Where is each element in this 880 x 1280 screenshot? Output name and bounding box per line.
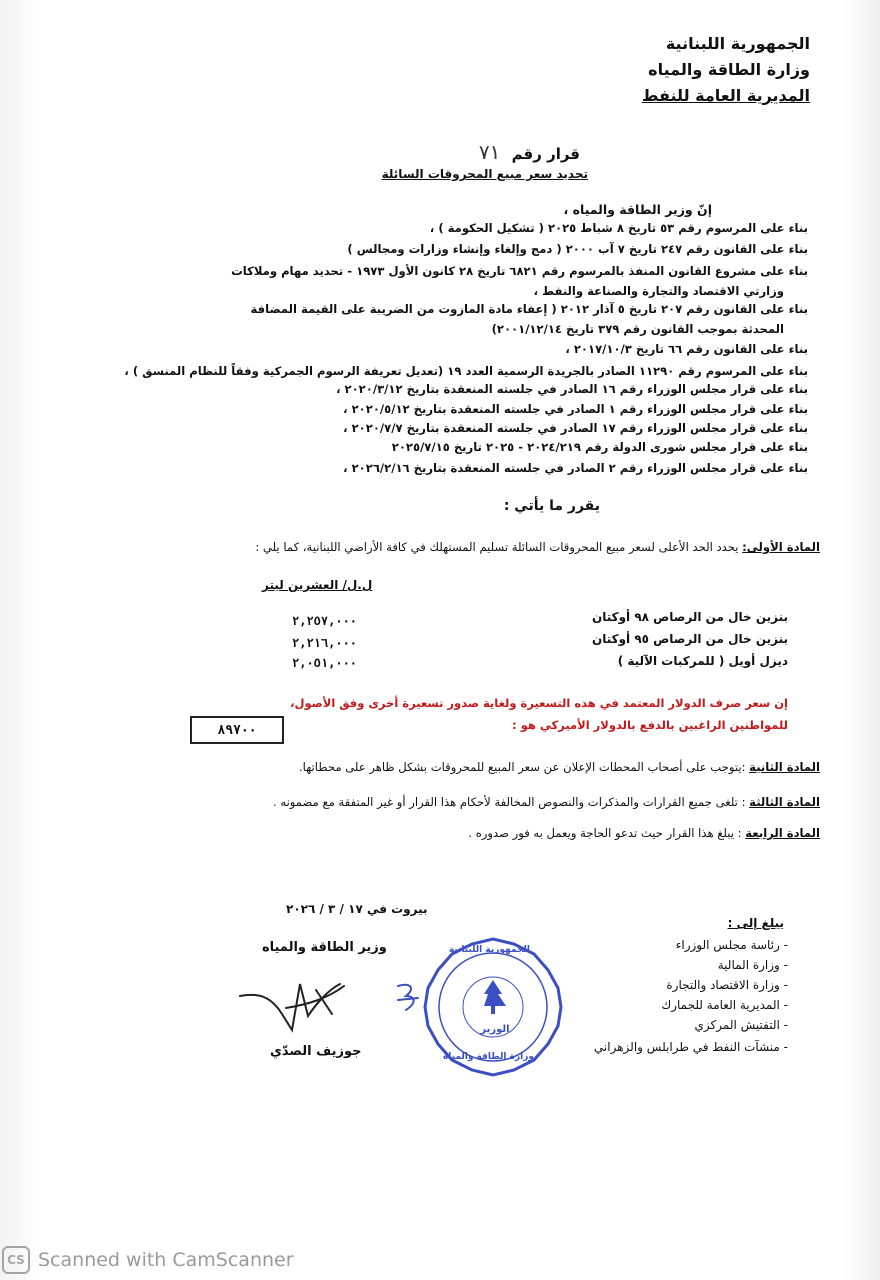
handwritten-signature: [236, 968, 386, 1038]
notify-item: - وزارة الاقتصاد والتجارة: [666, 978, 788, 992]
decision-label: قرار رقم: [511, 145, 580, 163]
preamble-clause: بناء على القانون رقم ٢٠٧ تاريخ ٥ آذار ٢٠١٢ ( إعفاء مادة المازوت من الضريبة على القيمة المضافة: [250, 302, 808, 316]
article-2-text: :يتوجب على أصحاب المحطات الإعلان عن سعر المبيع للمحروقات بشكل ظاهر على محطاتها.: [299, 760, 750, 774]
article-2-label: المادة الثانية: [749, 760, 820, 774]
initials-mark: [392, 978, 426, 1018]
preamble-clause: بناء على المرسوم رقم ١١٢٩٠ الصادر بالجريدة الرسمية العدد ١٩ (تعديل تعريفة الرسوم الجمركية وفقاً للنظام المنسق ) ،: [124, 364, 808, 378]
header-republic: الجمهورية اللبنانية: [665, 34, 810, 53]
decision-title: [479, 140, 580, 164]
article-3: [140, 795, 820, 809]
article-1-text: يحدد الحد الأعلى لسعر مبيع المحروقات السائلة تسليم المستهلك في كافة الأراضي اللبنانية، كما يلي :: [255, 540, 743, 554]
scanner-footer: [2, 1246, 294, 1274]
exchange-rate-box: ٨٩٧٠٠: [190, 716, 284, 744]
price-unit-header: ل.ل/ العشرين ليتر: [262, 578, 373, 592]
notify-item: - وزارة المالية: [717, 958, 788, 972]
article-4-label: المادة الرابعة: [745, 826, 820, 840]
article-4: [140, 826, 820, 840]
decides-heading: يقرر ما يأتي :: [503, 498, 600, 514]
fuel-product: بنزين خال من الرصاص ٩٨ أوكتان: [591, 610, 788, 624]
exchange-note-line1: إن سعر صرف الدولار المعتمد في هذه التسعيرة ولغاية صدور تسعيرة أخرى وفق الأصول،: [290, 696, 788, 710]
article-3-text: : تلغى جميع القرارات والمذكرات والنصوص المخالفة لأحكام هذا القرار أو غير المتفقة مع مضمونه .: [272, 795, 750, 809]
exchange-note-line2: للمواطنين الراغبين بالدفع بالدولار الأميركي هو :: [512, 718, 788, 732]
decision-number: ٧١: [478, 140, 501, 164]
preamble-clause: بناء على مشروع القانون المنفذ بالمرسوم رقم ٦٨٢١ تاريخ ٢٨ كانون الأول ١٩٧٣ - تحديد مهام وملاكات: [231, 264, 808, 278]
minister-name: جوزيف الصدّي: [270, 1044, 362, 1059]
notify-item: - التفتيش المركزي: [694, 1018, 788, 1032]
notify-header: يبلغ إلى :: [727, 916, 784, 930]
fuel-product: ديزل أويل ( للمركبات الآلية ): [617, 654, 788, 668]
article-4-text: : يبلغ هذا القرار حيث تدعو الحاجة ويعمل به فور صدوره .: [468, 826, 746, 840]
preamble-clause: بناء على قرار مجلس شورى الدولة رقم ٢٠٢٤/٢١٩ - ٢٠٢٥ تاريخ ٢٠٢٥/٧/١٥: [391, 440, 808, 454]
preamble-clause: بناء على القانون رقم ٦٦ تاريخ ٢٠١٧/١٠/٣ ،: [565, 342, 808, 356]
article-2: [140, 760, 820, 774]
preamble-clause: بناء على قرار مجلس الوزراء رقم ١٧ الصادر في جلسته المنعقدة بتاريخ ٢٠٢٠/٧/٧ ،: [343, 421, 808, 435]
preamble-clause: وزارتي الاقتصاد والتجارة والصناعة والنفط ،: [533, 284, 784, 298]
notify-item: - رئاسة مجلس الوزراء: [675, 938, 788, 952]
article-1: [140, 540, 820, 554]
seal-top-text: الجمهورية اللبنانية: [448, 945, 530, 955]
notify-item: - منشآت النفط في طرابلس والزهراني: [593, 1040, 788, 1054]
camscanner-logo-icon: CS: [2, 1246, 30, 1274]
fuel-price: ٢,٢١٦,٠٠٠: [292, 636, 358, 650]
preamble-clause: بناء على قرار مجلس الوزراء رقم ١ الصادر في جلسته المنعقدة بتاريخ ٢٠٢٠/٥/١٢ ،: [343, 402, 808, 416]
minister-title: وزير الطاقة والمياه: [262, 940, 387, 955]
preamble-opening: إنّ وزير الطاقة والمياه ،: [563, 202, 712, 217]
preamble-clause: بناء على القانون رقم ٢٤٧ تاريخ ٧ آب ٢٠٠٠ ( دمج وإلغاء وإنشاء وزارات ومجالس ): [347, 242, 808, 256]
fuel-price: ٢,٢٥٧,٠٠٠: [292, 614, 358, 628]
preamble-clause: بناء على قرار مجلس الوزراء رقم ٢ الصادر في جلسته المنعقدة بتاريخ ٢٠٢٦/٢/١٦ ،: [343, 461, 808, 475]
seal-bottom-text: وزارة الطاقة والمياه: [442, 1052, 534, 1062]
header-directorate: المديرية العامة للنفط: [641, 86, 810, 105]
preamble-clause: بناء على المرسوم رقم ٥٣ تاريخ ٨ شباط ٢٠٢٥ ( تشكيل الحكومة ) ،: [429, 221, 808, 235]
seal-center-text: الوزير: [480, 1024, 510, 1035]
fuel-product: بنزين خال من الرصاص ٩٥ أوكتان: [591, 632, 788, 646]
signature-date: بيروت في ١٧ / ٣ / ٢٠٢٦: [286, 902, 428, 916]
header-ministry: وزارة الطاقة والمياه: [648, 60, 810, 79]
fuel-price: ٢,٠٥١,٠٠٠: [292, 656, 358, 670]
article-3-label: المادة الثالثة: [749, 795, 820, 809]
preamble-clause: بناء على قرار مجلس الوزراء رقم ١٦ الصادر في جلسته المنعقدة بتاريخ ٢٠٢٠/٣/١٢ ،: [336, 382, 808, 396]
article-1-label: المادة الأولى:: [742, 540, 820, 554]
scanner-footer-text: Scanned with CamScanner: [38, 1249, 294, 1271]
preamble-clause: المحدثة بموجب القانون رقم ٣٧٩ تاريخ ٢٠٠١/١٢/١٤): [491, 322, 784, 336]
decision-subject: تحديد سعر مبيع المحروقات السائلة: [381, 167, 588, 181]
notify-item: - المديرية العامة للجمارك: [661, 998, 788, 1012]
